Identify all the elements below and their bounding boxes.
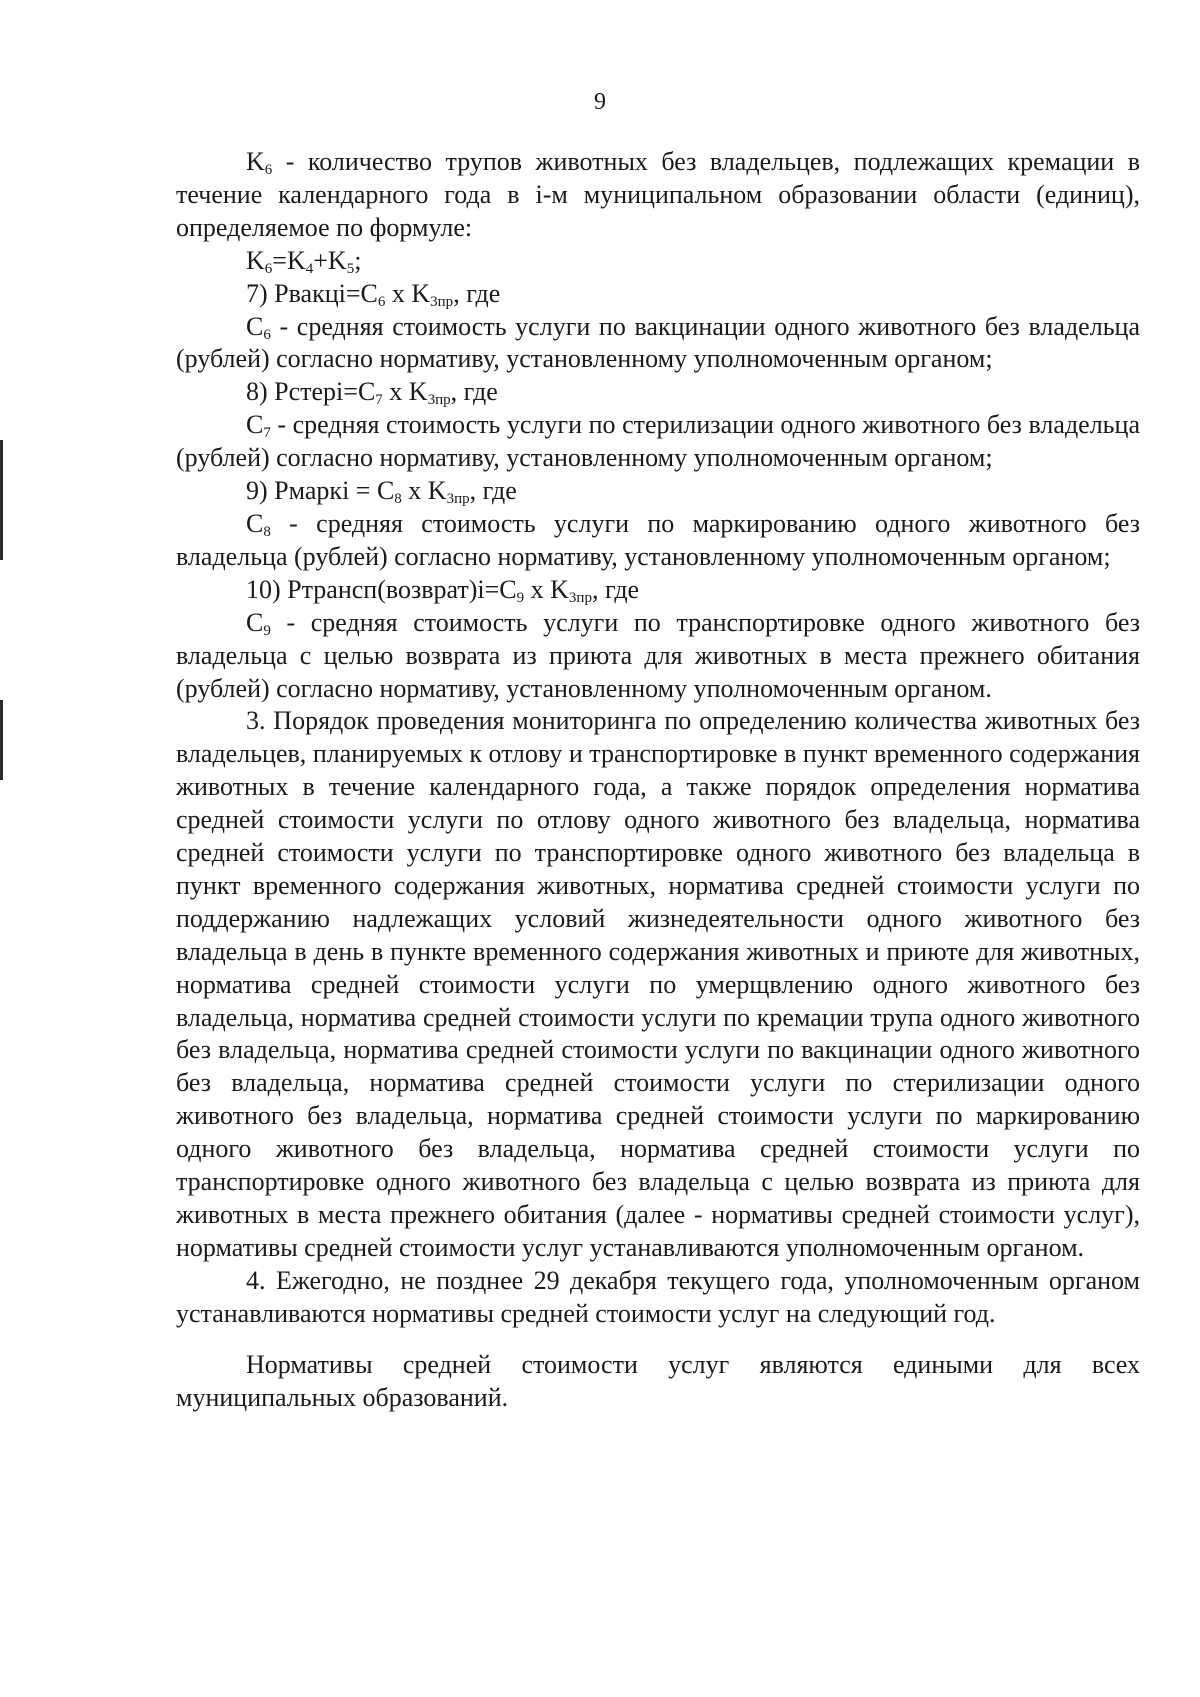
paragraph	[176, 311, 1140, 377]
subscript: 5	[346, 260, 355, 277]
formula-line	[176, 245, 1140, 278]
subscript: 6	[263, 326, 271, 343]
subscript: 7	[375, 392, 383, 409]
subscript: 3пр	[568, 589, 592, 606]
text-run: 9) Рмаркi = С	[246, 476, 395, 506]
subscript: 8	[263, 523, 271, 540]
document-body	[176, 146, 1140, 1414]
text-run: х K	[382, 377, 428, 407]
text-run: 8) Рстерi=С	[246, 377, 376, 407]
text-run: , где	[450, 377, 498, 407]
subscript: 6	[377, 293, 386, 310]
scan-edge-mark	[0, 440, 3, 560]
subscript: 9	[516, 589, 525, 606]
text-run: - средняя стоимость услуги по стерилизации одного животного без владельца (рублей) согласно нормативу, установленному уполномоченным органом;	[176, 410, 1140, 473]
formula-line	[176, 475, 1140, 508]
subscript: 3пр	[427, 392, 451, 409]
subscript: 6	[264, 162, 273, 178]
subscript: 3пр	[446, 491, 470, 508]
subscript: 8	[394, 491, 402, 508]
formula-line	[176, 376, 1140, 409]
text-run: ;	[354, 245, 362, 275]
text-run: С	[246, 607, 264, 637]
formula-line	[176, 574, 1140, 607]
text-run: , где	[453, 278, 501, 308]
text-run: С	[246, 508, 264, 538]
paragraph	[176, 705, 1140, 1264]
text-run: Нормативы средней стоимости услуг являются едиными для всех муниципальных образований.	[176, 1349, 1140, 1412]
subscript: 9	[263, 622, 271, 639]
text-run: С	[246, 410, 264, 440]
paragraph	[176, 1349, 1140, 1415]
text-run: - количество трупов животных без владельцев, подлежащих кремации в течение календарного года в i-м муниципальном образовании области (единиц), определяемое по формуле:	[176, 147, 1140, 242]
text-run: 4. Ежегодно, не позднее 29 декабря текущего года, уполномоченным органом устанавливаются нормативы средней стоимости услуг на следующий год.	[176, 1265, 1140, 1328]
text-run: 3. Порядок проведения мониторинга по определению количества животных без владельцев, планируемых к отлову и транспортировке в пункт временного содержания животных в течение календарного года, а также порядок определения норматива средней стоимости услуги по отлову одного животного без владельца, норматива средней стоимости услуги по транспортировке одного животного без владельца в пункт временного содержания животных, норматива средней стоимости услуги по поддержанию надлежащих условий жизнедеятельности одного животного без владельца в день в пункте временного содержания животных и приюте для животных, норматива средней стоимости услуги по умерщвлению одного животного без владельца, норматива средней стоимости услуги по кремации трупа одного животного без владельца, норматива средней стоимости услуги по вакцинации одного животного без владельца, норматива средней стоимости услуги по стерилизации одного животного без владельца, норматива средней стоимости услуги по маркированию одного животного без владельца, норматива средней стоимости услуги по транспортировке одного животного без владельца с целью возврата из приюта для животных в места прежнего обитания (далее - нормативы средней стоимости услуг), нормативы средней стоимости услуг устанавливаются уполномоченным органом.	[176, 706, 1140, 1262]
text-run: х K	[385, 278, 431, 308]
text-run: 7) Рвакцi=С	[246, 278, 378, 308]
text-run: K	[246, 147, 265, 176]
text-run: - средняя стоимость услуги по маркированию одного животного без владельца (рублей) согласно нормативу, установленному уполномоченным органом;	[176, 508, 1140, 571]
subscript: 4	[305, 260, 314, 277]
text-run: =K	[272, 245, 306, 275]
subscript: 3пр	[430, 293, 454, 310]
paragraph	[176, 607, 1140, 706]
paragraph	[176, 1265, 1140, 1331]
text-run: , где	[469, 476, 517, 506]
subscript: 7	[263, 425, 271, 442]
text-run: х K	[401, 476, 447, 506]
page-number: 9	[594, 89, 606, 115]
scan-edge-mark	[0, 700, 3, 780]
text-run: K	[246, 245, 265, 275]
text-run: х K	[524, 574, 569, 604]
text-run: , где	[591, 574, 640, 604]
text-run: - средняя стоимость услуги по транспортировке одного животного без владельца с целью возврата из приюта для животных в места прежнего обитания (рублей) согласно нормативу, установленному уполномоченным органом.	[176, 607, 1140, 703]
text-run: 10) Ртрансп(возврат)i=С	[246, 574, 517, 604]
text-run: С	[246, 311, 264, 341]
paragraph	[176, 508, 1140, 574]
formula-line	[176, 278, 1140, 311]
text-run: +K	[313, 245, 347, 275]
text-run: - средняя стоимость услуги по вакцинации одного животного без владельца (рублей) согласно нормативу, установленному уполномоченным органом;	[176, 311, 1140, 374]
subscript: 6	[264, 260, 273, 277]
paragraph	[176, 409, 1140, 475]
paragraph	[176, 146, 1140, 245]
